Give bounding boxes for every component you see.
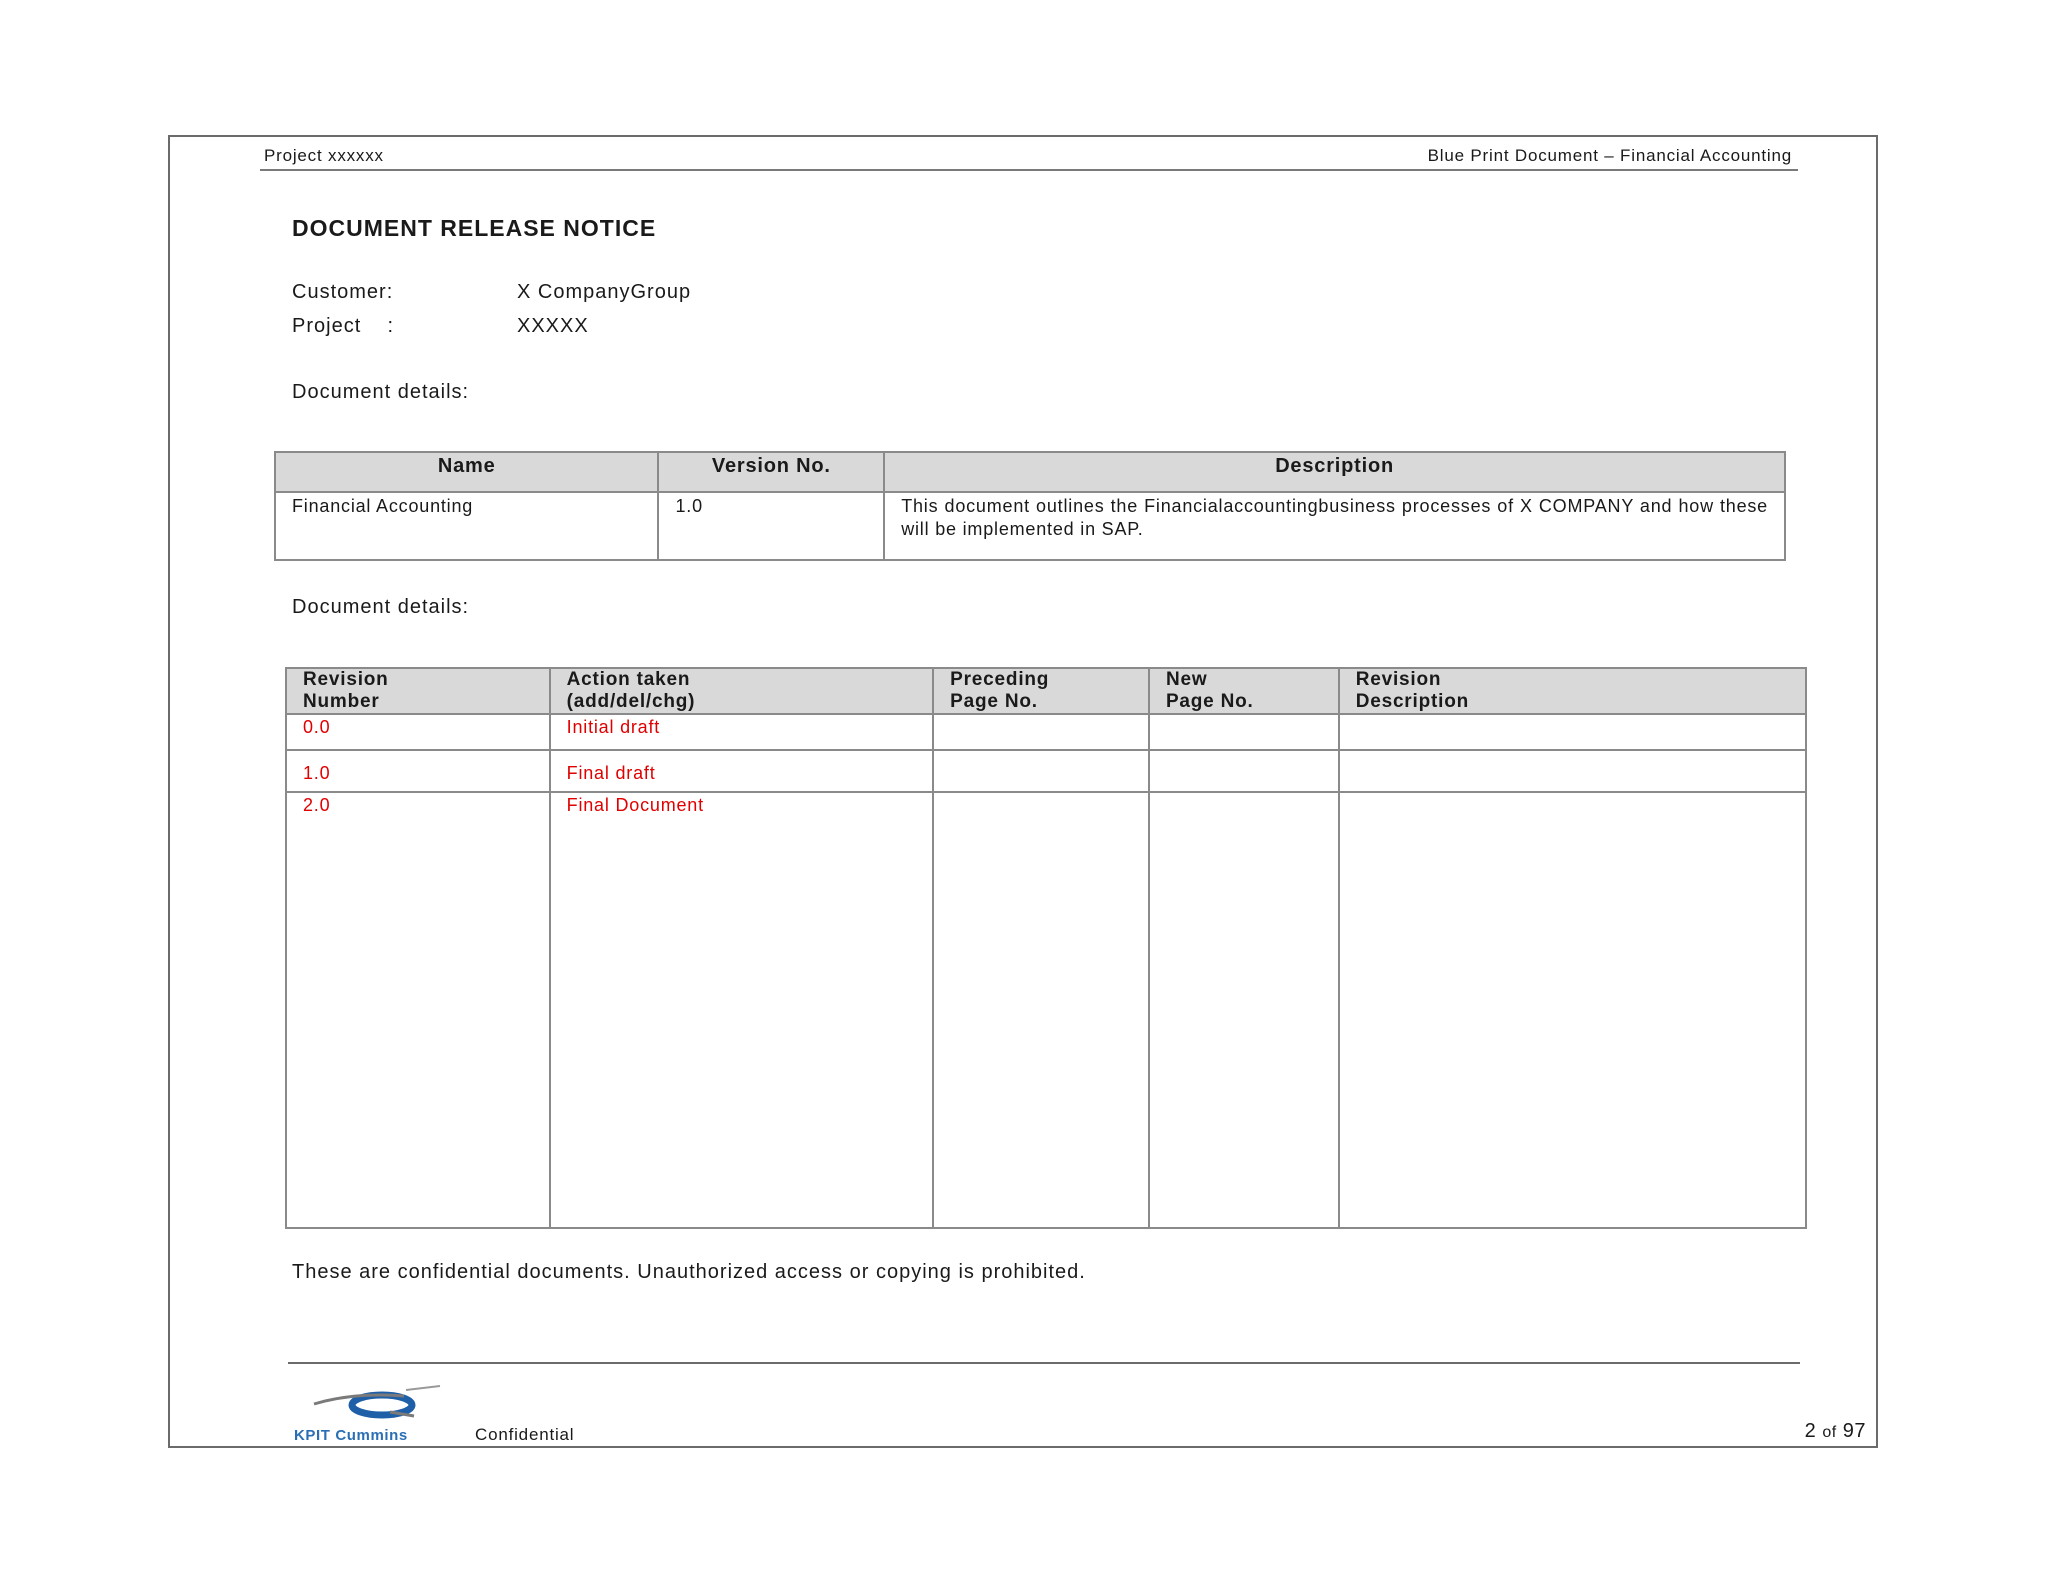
cell-preceding-page: [933, 714, 1149, 750]
project-value: XXXXX: [517, 315, 589, 337]
kpit-cummins-logo: [294, 1384, 444, 1444]
header-line: Revision: [1355, 669, 1442, 690]
document-details-label-1: Document details:: [292, 381, 470, 403]
page-total: 97: [1842, 1420, 1866, 1442]
column-header-action-taken: [550, 668, 933, 714]
document-details-table: [274, 451, 1786, 561]
document-page: [168, 135, 1878, 1448]
footer-divider: [288, 1362, 1800, 1364]
header-line: Number: [303, 691, 380, 712]
page-number: [1805, 1420, 1866, 1443]
header-line: Action taken: [566, 669, 691, 690]
customer-value: X CompanyGroup: [517, 281, 692, 303]
cell-preceding-page: [933, 792, 1149, 1228]
cell-new-page: [1149, 792, 1339, 1228]
header-project: Project xxxxxx: [264, 146, 384, 165]
header-line: New: [1165, 669, 1208, 690]
header-document-title: Blue Print Document – Financial Accounting: [1427, 146, 1792, 165]
cell-action-taken: Initial draft: [550, 714, 933, 750]
column-header-preceding-page: [933, 668, 1149, 714]
cell-revision-description: [1339, 714, 1806, 750]
table-row: [286, 792, 1806, 1228]
table-row: [286, 714, 1806, 750]
table-row: [286, 750, 1806, 792]
cell-action-taken: Final draft: [550, 750, 933, 792]
cell-revision-number: 0.0: [286, 714, 550, 750]
column-header-description: Description: [884, 452, 1785, 492]
column-header-revision-description: [1339, 668, 1806, 714]
column-header-name: Name: [275, 452, 658, 492]
cell-description: This document outlines the Financialaccountingbusiness processes of X COMPANY and how these will be implemented in SAP.: [884, 492, 1785, 560]
cell-name: Financial Accounting: [275, 492, 658, 560]
cell-revision-description: [1339, 750, 1806, 792]
footer-confidential: Confidential: [475, 1425, 575, 1444]
cell-version: 1.0: [658, 492, 884, 560]
header-line: Preceding: [950, 669, 1050, 690]
project-label: Project :: [292, 315, 395, 337]
cell-revision-number: 1.0: [286, 750, 550, 792]
header-line: Description: [1355, 691, 1470, 712]
cell-revision-description: [1339, 792, 1806, 1228]
column-header-revision-number: [286, 668, 550, 714]
customer-label: Customer:: [292, 281, 394, 303]
header-line: Page No.: [950, 691, 1038, 712]
page-header: [260, 143, 1798, 171]
cell-new-page: [1149, 750, 1339, 792]
column-header-new-page: [1149, 668, 1339, 714]
column-header-version: Version No.: [658, 452, 884, 492]
cell-preceding-page: [933, 750, 1149, 792]
logo-swoosh-icon: [294, 1384, 444, 1424]
cell-revision-number: 2.0: [286, 792, 550, 1228]
revision-table: [285, 667, 1807, 1229]
logo-text: KPIT Cummins: [294, 1427, 408, 1444]
page-title: DOCUMENT RELEASE NOTICE: [292, 215, 657, 241]
header-line: (add/del/chg): [566, 691, 696, 712]
confidential-notice: These are confidential documents. Unauthorized access or copying is prohibited.: [292, 1261, 1086, 1283]
cell-action-taken: Final Document: [550, 792, 933, 1228]
table-row: [275, 492, 1785, 560]
header-line: Page No.: [1165, 691, 1254, 712]
page-of: of: [1822, 1424, 1837, 1441]
header-line: Revision: [303, 669, 389, 690]
revision-header-row: [286, 668, 1806, 714]
document-details-label-2: Document details:: [292, 596, 470, 618]
cell-new-page: [1149, 714, 1339, 750]
page-current: 2: [1804, 1420, 1817, 1442]
table-header-row: [275, 452, 1785, 492]
